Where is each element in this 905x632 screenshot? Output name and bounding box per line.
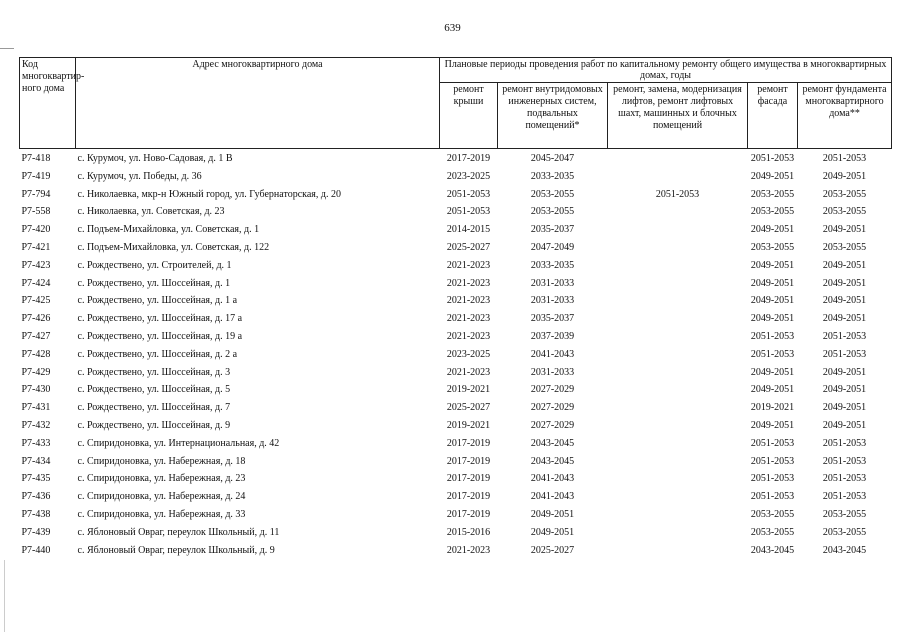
- table-row: [20, 149, 892, 168]
- cell-systems: 2031-2033: [530, 366, 575, 378]
- cell-code: Р7-438: [21, 508, 51, 520]
- cell-roof: 2017-2019: [446, 491, 491, 503]
- cell-code: Р7-432: [21, 419, 51, 431]
- cell-facade: 2053-2055: [750, 206, 795, 218]
- header-periods-group: Плановые периоды проведения работ по капитальному ремонту общего имущества в многоквартирных домах, годы: [440, 58, 892, 83]
- cell-foundation: 2053-2055: [822, 508, 867, 520]
- cell-facade: 2049-2051: [750, 295, 795, 307]
- cell-foundation: 2049-2051: [822, 366, 867, 378]
- header-roof: ремонт крыши: [440, 83, 498, 149]
- cell-address: с. Рождествено, ул. Шоссейная, д. 19 а: [77, 330, 243, 342]
- cell-code: Р7-424: [21, 277, 51, 289]
- header-facade: ремонт фасада: [748, 83, 798, 149]
- cell-facade: 2043-2045: [750, 544, 795, 556]
- cell-roof: 2051-2053: [446, 206, 491, 218]
- cell-address: с. Рождествено, ул. Шоссейная, д. 7: [77, 402, 231, 414]
- header-foundation: ремонт фундамента многоквартирного дома**: [798, 83, 892, 149]
- cell-address: с. Николаевка, мкр-н Южный город, ул. Губернаторская, д. 20: [77, 188, 341, 200]
- cell-roof: 2021-2023: [446, 277, 491, 289]
- cell-systems: 2027-2029: [530, 419, 575, 431]
- cell-code: Р7-430: [21, 384, 51, 396]
- cell-foundation: 2043-2045: [822, 544, 867, 556]
- header-systems: ремонт внутридомовых инженерных систем, подвальных помещений*: [498, 83, 608, 149]
- cell-roof: 2015-2016: [446, 526, 491, 538]
- cell-address: с. Яблоновый Овраг, переулок Школьный, д. 11: [77, 526, 280, 538]
- cell-lifts: [608, 310, 748, 328]
- cell-address: с. Рождествено, ул. Шоссейная, д. 9: [77, 419, 231, 431]
- cell-roof: 2021-2023: [446, 259, 491, 271]
- cell-systems: 2045-2047: [530, 153, 575, 164]
- repair-schedule-table: [19, 57, 892, 559]
- cell-systems: 2027-2029: [530, 402, 575, 414]
- cell-facade: 2049-2051: [750, 259, 795, 271]
- cell-roof: 2021-2023: [446, 544, 491, 556]
- header-lifts: ремонт, замена, модернизация лифтов, ремонт лифтовых шахт, машинных и блочных помещений: [608, 83, 748, 149]
- edge-mark: [0, 48, 14, 49]
- table-row: [20, 328, 892, 346]
- cell-lifts: [608, 328, 748, 346]
- cell-address: с. Рождествено, ул. Шоссейная, д. 17 а: [77, 313, 243, 325]
- cell-code: Р7-418: [21, 153, 51, 164]
- cell-code: Р7-431: [21, 402, 51, 414]
- cell-roof: 2017-2019: [446, 455, 491, 467]
- cell-foundation: 2049-2051: [822, 419, 867, 431]
- cell-facade: 2019-2021: [750, 402, 795, 414]
- cell-facade: 2049-2051: [750, 277, 795, 289]
- cell-lifts: [608, 292, 748, 310]
- cell-foundation: 2051-2053: [822, 153, 867, 164]
- cell-code: Р7-419: [21, 170, 51, 182]
- cell-lifts: [608, 542, 748, 560]
- cell-foundation: 2049-2051: [822, 402, 867, 414]
- table-row: [20, 435, 892, 453]
- cell-facade: 2051-2053: [750, 348, 795, 360]
- cell-foundation: 2051-2053: [822, 455, 867, 467]
- cell-roof: 2014-2015: [446, 224, 491, 236]
- header-address: Адрес многоквартирного дома: [76, 58, 440, 149]
- table-row: [20, 221, 892, 239]
- cell-roof: 2021-2023: [446, 313, 491, 325]
- cell-address: с. Курумоч, ул. Ново-Садовая, д. 1 В: [77, 153, 233, 164]
- cell-systems: 2047-2049: [530, 241, 575, 253]
- table-row: [20, 470, 892, 488]
- cell-facade: 2049-2051: [750, 313, 795, 325]
- cell-foundation: 2049-2051: [822, 224, 867, 236]
- cell-lifts: 2051-2053: [655, 188, 700, 200]
- cell-address: с. Рождествено, ул. Строителей, д. 1: [77, 259, 232, 271]
- table-row: [20, 275, 892, 293]
- cell-foundation: 2053-2055: [822, 241, 867, 253]
- cell-lifts: [608, 149, 748, 168]
- table-row: [20, 488, 892, 506]
- cell-roof: 2021-2023: [446, 330, 491, 342]
- cell-code: Р7-421: [21, 241, 51, 253]
- cell-systems: 2053-2055: [530, 188, 575, 200]
- cell-facade: 2049-2051: [750, 419, 795, 431]
- cell-roof: 2017-2019: [446, 473, 491, 485]
- cell-address: с. Спиридоновка, ул. Интернациональная, д. 42: [77, 437, 280, 449]
- cell-address: с. Николаевка, ул. Советская, д. 23: [77, 206, 225, 218]
- cell-foundation: 2051-2053: [822, 437, 867, 449]
- cell-facade: 2051-2053: [750, 491, 795, 503]
- table-row: [20, 381, 892, 399]
- cell-facade: 2049-2051: [750, 170, 795, 182]
- table-body: [20, 149, 892, 560]
- cell-roof: 2019-2021: [446, 384, 491, 396]
- page-number: 639: [444, 22, 461, 34]
- cell-facade: 2053-2055: [750, 241, 795, 253]
- cell-lifts: [608, 453, 748, 471]
- cell-foundation: 2049-2051: [822, 277, 867, 289]
- table-row: [20, 364, 892, 382]
- cell-facade: 2049-2051: [750, 366, 795, 378]
- cell-systems: 2037-2039: [530, 330, 575, 342]
- cell-code: Р7-425: [21, 295, 51, 307]
- cell-code: Р7-423: [21, 259, 51, 271]
- table-row: [20, 203, 892, 221]
- cell-facade: 2053-2055: [750, 188, 795, 200]
- cell-address: с. Рождествено, ул. Шоссейная, д. 1: [77, 277, 231, 289]
- table-row: [20, 310, 892, 328]
- cell-lifts: [608, 435, 748, 453]
- cell-address: с. Рождествено, ул. Шоссейная, д. 2 а: [77, 348, 238, 360]
- cell-systems: 2053-2055: [530, 206, 575, 218]
- table-row: [20, 453, 892, 471]
- cell-foundation: 2051-2053: [822, 348, 867, 360]
- table-row: [20, 417, 892, 435]
- cell-lifts: [608, 399, 748, 417]
- cell-systems: 2049-2051: [530, 526, 575, 538]
- table-row: [20, 168, 892, 186]
- cell-facade: 2051-2053: [750, 153, 795, 164]
- cell-lifts: [608, 364, 748, 382]
- cell-foundation: 2051-2053: [822, 330, 867, 342]
- cell-roof: 2023-2025: [446, 348, 491, 360]
- cell-foundation: 2049-2051: [822, 313, 867, 325]
- cell-foundation: 2049-2051: [822, 259, 867, 271]
- cell-facade: 2053-2055: [750, 508, 795, 520]
- cell-lifts: [608, 524, 748, 542]
- cell-systems: 2033-2035: [530, 170, 575, 182]
- cell-facade: 2051-2053: [750, 455, 795, 467]
- cell-code: Р7-420: [21, 224, 51, 236]
- cell-address: с. Спиридоновка, ул. Набережная, д. 23: [77, 473, 246, 485]
- cell-code: Р7-435: [21, 473, 51, 485]
- cell-facade: 2051-2053: [750, 330, 795, 342]
- cell-roof: 2021-2023: [446, 366, 491, 378]
- cell-systems: 2041-2043: [530, 348, 575, 360]
- cell-lifts: [608, 417, 748, 435]
- cell-foundation: 2053-2055: [822, 206, 867, 218]
- cell-code: Р7-558: [21, 206, 51, 218]
- cell-roof: 2051-2053: [446, 188, 491, 200]
- cell-code: Р7-429: [21, 366, 51, 378]
- cell-lifts: [608, 257, 748, 275]
- edge-mark: [4, 560, 5, 632]
- cell-foundation: 2051-2053: [822, 491, 867, 503]
- cell-roof: 2023-2025: [446, 170, 491, 182]
- header-code: Код многоквартир-ного дома: [20, 58, 76, 149]
- cell-facade: 2049-2051: [750, 384, 795, 396]
- cell-systems: 2025-2027: [530, 544, 575, 556]
- cell-address: с. Рождествено, ул. Шоссейная, д. 1 а: [77, 295, 238, 307]
- cell-address: с. Спиридоновка, ул. Набережная, д. 18: [77, 455, 246, 467]
- cell-roof: 2017-2019: [446, 153, 491, 164]
- cell-code: Р7-434: [21, 455, 51, 467]
- table-row: [20, 186, 892, 204]
- cell-lifts: [608, 221, 748, 239]
- cell-roof: 2017-2019: [446, 437, 491, 449]
- cell-address: с. Спиридоновка, ул. Набережная, д. 24: [77, 491, 246, 503]
- cell-foundation: 2049-2051: [822, 295, 867, 307]
- table-row: [20, 292, 892, 310]
- cell-roof: 2017-2019: [446, 508, 491, 520]
- cell-systems: 2027-2029: [530, 384, 575, 396]
- cell-roof: 2025-2027: [446, 241, 491, 253]
- cell-systems: 2031-2033: [530, 295, 575, 307]
- cell-facade: 2049-2051: [750, 224, 795, 236]
- cell-address: с. Подъем-Михайловка, ул. Советская, д. 1: [77, 224, 260, 236]
- table-row: [20, 346, 892, 364]
- cell-code: Р7-439: [21, 526, 51, 538]
- cell-roof: 2025-2027: [446, 402, 491, 414]
- cell-facade: 2053-2055: [750, 526, 795, 538]
- cell-roof: 2021-2023: [446, 295, 491, 307]
- cell-systems: 2043-2045: [530, 455, 575, 467]
- cell-systems: 2033-2035: [530, 259, 575, 271]
- cell-address: с. Спиридоновка, ул. Набережная, д. 33: [77, 508, 246, 520]
- cell-systems: 2031-2033: [530, 277, 575, 289]
- cell-systems: 2035-2037: [530, 313, 575, 325]
- table-row: [20, 506, 892, 524]
- cell-address: с. Курумоч, ул. Победы, д. 36: [77, 170, 202, 182]
- cell-foundation: 2051-2053: [822, 473, 867, 485]
- cell-lifts: [608, 203, 748, 221]
- table-row: [20, 239, 892, 257]
- cell-facade: 2051-2053: [750, 473, 795, 485]
- cell-address: с. Яблоновый Овраг, переулок Школьный, д. 9: [77, 544, 275, 556]
- cell-code: Р7-436: [21, 491, 51, 503]
- cell-code: Р7-794: [21, 188, 51, 200]
- cell-code: Р7-440: [21, 544, 51, 556]
- cell-lifts: [608, 346, 748, 364]
- cell-foundation: 2053-2055: [822, 526, 867, 538]
- cell-foundation: 2049-2051: [822, 384, 867, 396]
- table-row: [20, 399, 892, 417]
- table-row: [20, 524, 892, 542]
- cell-address: с. Рождествено, ул. Шоссейная, д. 5: [77, 384, 231, 396]
- cell-code: Р7-428: [21, 348, 51, 360]
- cell-systems: 2041-2043: [530, 491, 575, 503]
- cell-systems: 2043-2045: [530, 437, 575, 449]
- cell-foundation: 2049-2051: [822, 170, 867, 182]
- cell-code: Р7-433: [21, 437, 51, 449]
- table-row: [20, 542, 892, 560]
- cell-address: с. Подъем-Михайловка, ул. Советская, д. 122: [77, 241, 270, 253]
- cell-lifts: [608, 381, 748, 399]
- cell-code: Р7-427: [21, 330, 51, 342]
- cell-lifts: [608, 239, 748, 257]
- cell-roof: 2019-2021: [446, 419, 491, 431]
- cell-address: с. Рождествено, ул. Шоссейная, д. 3: [77, 366, 231, 378]
- cell-lifts: [608, 275, 748, 293]
- cell-systems: 2035-2037: [530, 224, 575, 236]
- cell-systems: 2041-2043: [530, 473, 575, 485]
- cell-lifts: [608, 168, 748, 186]
- cell-code: Р7-426: [21, 313, 51, 325]
- cell-lifts: [608, 488, 748, 506]
- cell-facade: 2051-2053: [750, 437, 795, 449]
- cell-lifts: [608, 470, 748, 488]
- cell-systems: 2049-2051: [530, 508, 575, 520]
- table-row: [20, 257, 892, 275]
- cell-foundation: 2053-2055: [822, 188, 867, 200]
- cell-lifts: [608, 506, 748, 524]
